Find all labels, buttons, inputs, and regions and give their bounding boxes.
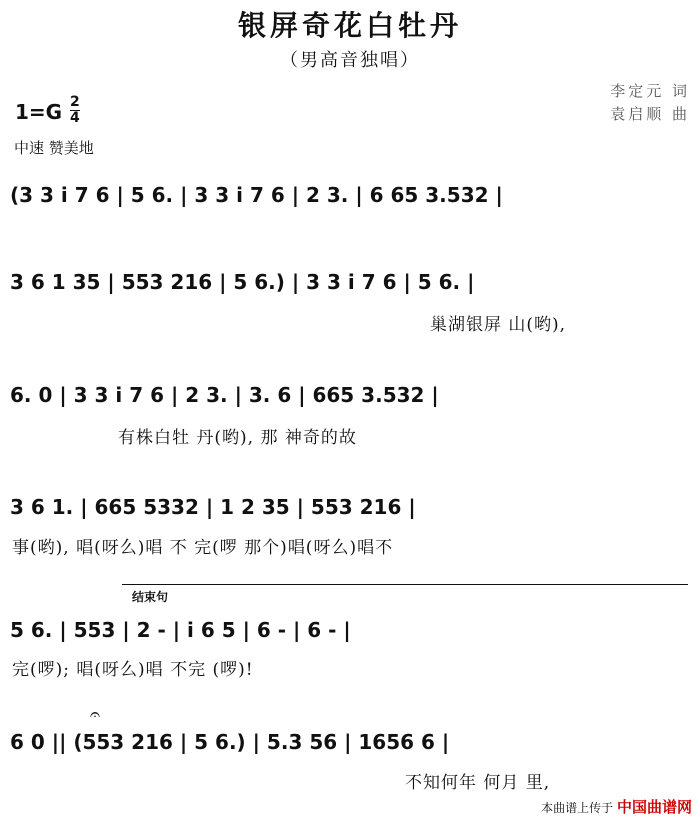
time-signature bbox=[70, 95, 80, 126]
score-line-4 bbox=[10, 495, 694, 525]
ending-bracket bbox=[122, 584, 688, 585]
lyric-line-5: 完(啰); 唱(呀么)唱 不完 (啰)! bbox=[12, 660, 254, 680]
score-notes: 6. 0 | 3 3 i 7 6 | 2 3. | 3. 6 | 665 3.532 | bbox=[10, 383, 439, 407]
site-watermark bbox=[541, 796, 692, 817]
score-line-2 bbox=[10, 270, 694, 300]
lyric-line-3: 有株白牡 丹(哟), 那 神奇的故 bbox=[118, 428, 357, 448]
score-notes: 6 0 || (553 216 | 5 6.) | 5.3 56 | 1656 6 | bbox=[10, 730, 450, 754]
meter-bottom: 4 bbox=[70, 110, 80, 126]
tempo-marking: 中速 赞美地 bbox=[14, 139, 94, 157]
page-title: 银屏奇花白牡丹 bbox=[237, 9, 462, 42]
score-line-3 bbox=[10, 383, 694, 413]
ending-phrase-label: 结束句 bbox=[132, 590, 169, 604]
score-line-6 bbox=[10, 730, 694, 760]
score-notes: (3 3 i 7 6 | 5 6. | 3 3 i 7 6 | 2 3. | 6 65 3.532 | bbox=[10, 183, 503, 207]
score-notes: 3 6 1 35 | 553 216 | 5 6.) | 3 3 i 7 6 | 5 6. | bbox=[10, 270, 475, 294]
score-line-1 bbox=[10, 183, 694, 213]
meter-top: 2 bbox=[70, 94, 80, 110]
composer-credit: 袁启顺 曲 bbox=[610, 105, 690, 123]
site-logo: 中国曲谱网 bbox=[616, 798, 692, 816]
key-signature: 1=G bbox=[15, 100, 63, 124]
page-subtitle: （男高音独唱） bbox=[280, 50, 420, 71]
fermata-icon: 𝄐 bbox=[90, 704, 101, 725]
lyric-line-2: 巢湖银屏 山(哟), bbox=[430, 315, 567, 335]
score-notes: 3 6 1. | 665 5332 | 1 2 35 | 553 216 | bbox=[10, 495, 416, 519]
lyric-line-6: 不知何年 何月 里, bbox=[405, 773, 551, 793]
score-notes: 5 6. | 553 | 2 - | i 6 5 | 6 - | 6 - | bbox=[10, 618, 351, 642]
lyric-line-4: 事(哟), 唱(呀么)唱 不 完(啰 那个)唱(呀么)唱不 bbox=[12, 538, 394, 558]
lyricist-credit: 李定元 词 bbox=[610, 82, 690, 100]
score-line-5 bbox=[10, 618, 694, 648]
upload-text: 本曲谱上传于 bbox=[541, 801, 614, 815]
